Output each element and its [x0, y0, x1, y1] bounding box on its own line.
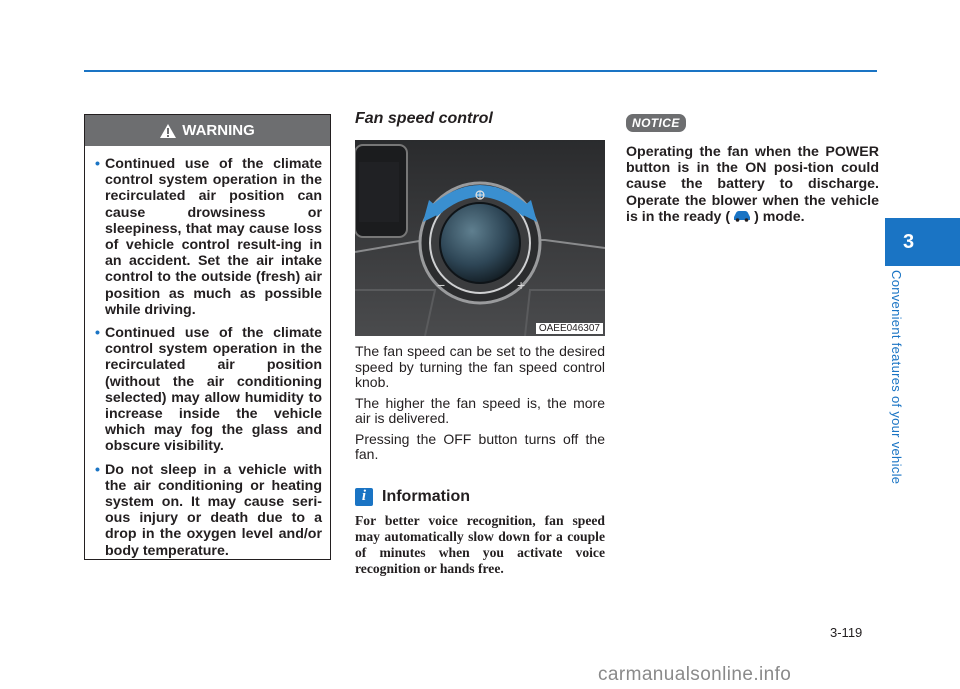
info-icon: i — [355, 488, 373, 506]
warning-item: • Continued use of the climate control system operation in the recirculated air position can cause drowsiness or sleepiness, that may cause loss of vehicle control result-ing in an accident. Set the air intake control to the outside (fresh) air position as much as possible while driving. — [105, 156, 322, 318]
top-rule — [84, 70, 877, 72]
information-title: Information — [382, 487, 470, 505]
page-number: 3-119 — [830, 625, 863, 640]
svg-text:+: + — [517, 277, 526, 293]
warning-triangle-icon — [160, 124, 176, 138]
figure-code: OAEE046307 — [536, 323, 603, 334]
section-title: Fan speed control — [355, 110, 493, 127]
warning-box — [84, 114, 331, 560]
watermark[interactable]: carmanualsonline.info — [598, 664, 792, 685]
body-paragraph: Pressing the OFF button turns off the fan. — [355, 430, 605, 462]
warning-item: • Continued use of the climate control system operation in the recirculated air position (without the air conditioning selected) may allow humidity to increase inside the vehicle which may fog the glass and obscure visibility. — [105, 325, 322, 455]
warning-title: WARNING — [182, 122, 255, 139]
notice-text — [626, 144, 879, 225]
warning-header — [85, 115, 330, 146]
information-text: For better voice recognition, fan speed may automatically slow down for a couple of minutes when you activate voice recognition or hands free. — [355, 512, 605, 576]
fan-speed-section — [355, 110, 605, 577]
notice-text-part: ) mode. — [754, 208, 805, 225]
notice-badge: NOTICE — [626, 114, 686, 132]
chapter-title: Convenient features of your vehicle — [889, 270, 904, 485]
fan-knob-figure — [355, 140, 605, 336]
body-paragraph: The fan speed can be set to the desired speed by turning the fan speed control knob. — [355, 343, 605, 390]
chapter-number: 3 — [903, 230, 915, 253]
warning-item: • Do not sleep in a vehicle with the air conditioning or heating system on. It may cause seri-ous injury or death due to a drop in the oxygen level and/or body temperature. — [105, 462, 322, 559]
notice-text-part: Operating the fan when the POWER button is in the ON posi-tion could cause the battery to discharge. Operate the blower when the vehicle is in the ready ( — [626, 144, 879, 225]
information-header — [355, 488, 605, 506]
svg-text:−: − — [437, 277, 446, 293]
ready-mode-car-icon — [732, 210, 752, 222]
body-paragraph: The higher the fan speed is, the more air is delivered. — [355, 394, 605, 426]
chapter-tab[interactable] — [885, 218, 960, 266]
warning-list — [85, 146, 330, 559]
notice-section — [626, 114, 879, 225]
fan-knob-illustration — [355, 140, 605, 336]
